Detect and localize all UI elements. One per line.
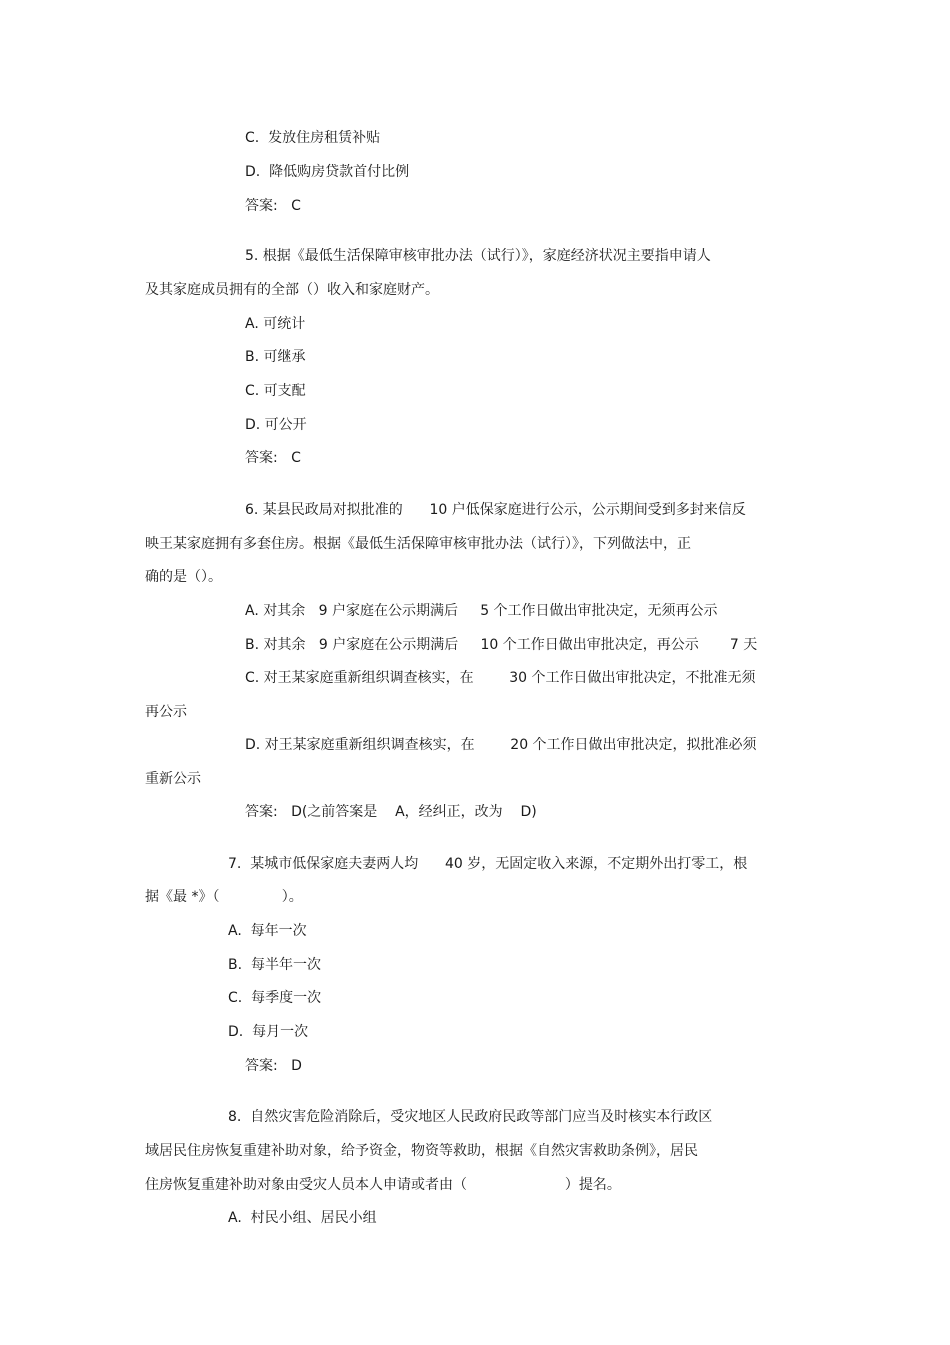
q5-option-a: A. 可统计 [245,316,306,332]
q4-option-c: C. 发放住房租赁补贴 [245,130,381,146]
q6-answer: 答案: D(之前答案是 A，经纠正，改为 D) [245,804,537,820]
q8-option-a: A. 村民小组、居民小组 [228,1210,377,1226]
q8-stem-line-3: 住房恢复重建补助对象由受灾人员本人申请或者由（ ）提名。 [145,1177,621,1193]
q7-option-b: B. 每半年一次 [228,957,321,973]
q7-option-a: A. 每年一次 [228,923,307,939]
q5-answer: 答案: C [245,450,301,466]
q7-option-c: C. 每季度一次 [228,990,322,1006]
q7-stem-line-2: 据《最 *》（ ）。 [145,889,303,905]
q5-option-d: D. 可公开 [245,417,307,433]
q6-option-d: D. 对王某家庭重新组织调查核实，在 20 个工作日做出审批决定，拟批准必须 [245,737,757,753]
q7-answer: 答案: D [245,1058,302,1074]
q6-option-b: B. 对其余 9 户家庭在公示期满后 10 个工作日做出审批决定，再公示 7 天 [245,637,758,653]
q8-stem-line-1: 8. 自然灾害危险消除后，受灾地区人民政府民政等部门应当及时核实本行政区 [228,1109,713,1125]
q5-option-c: C. 可支配 [245,383,306,399]
q6-stem-line-1: 6. 某县民政局对拟批准的 10 户低保家庭进行公示，公示期间受到多封来信反 [245,502,746,518]
q4-option-d: D. 降低购房贷款首付比例 [245,164,410,180]
q7-option-d: D. 每月一次 [228,1024,309,1040]
q6-stem-line-2: 映王某家庭拥有多套住房。根据《最低生活保障审核审批办法（试行）》，下列做法中，正 [145,536,691,552]
q5-stem-line-2: 及其家庭成员拥有的全部（）收入和家庭财产。 [145,282,439,298]
q6-option-a: A. 对其余 9 户家庭在公示期满后 5 个工作日做出审批决定，无须再公示 [245,603,718,619]
q6-option-c-cont: 再公示 [145,704,187,720]
q7-stem-line-1: 7. 某城市低保家庭夫妻两人均 40 岁，无固定收入来源，不定期外出打零工，根 [228,856,748,872]
q8-stem-line-2: 域居民住房恢复重建补助对象，给予资金，物资等救助，根据《自然灾害救助条例》，居民 [145,1143,698,1159]
q6-stem-line-3: 确的是（）。 [145,569,222,585]
q5-stem-line-1: 5. 根据《最低生活保障审核审批办法（试行）》，家庭经济状况主要指申请人 [245,248,711,264]
q5-option-b: B. 可继承 [245,349,306,365]
q6-option-c: C. 对王某家庭重新组织调查核实，在 30 个工作日做出审批决定，不批准无须 [245,670,756,686]
q6-option-d-cont: 重新公示 [145,771,201,787]
q4-answer: 答案: C [245,198,301,214]
